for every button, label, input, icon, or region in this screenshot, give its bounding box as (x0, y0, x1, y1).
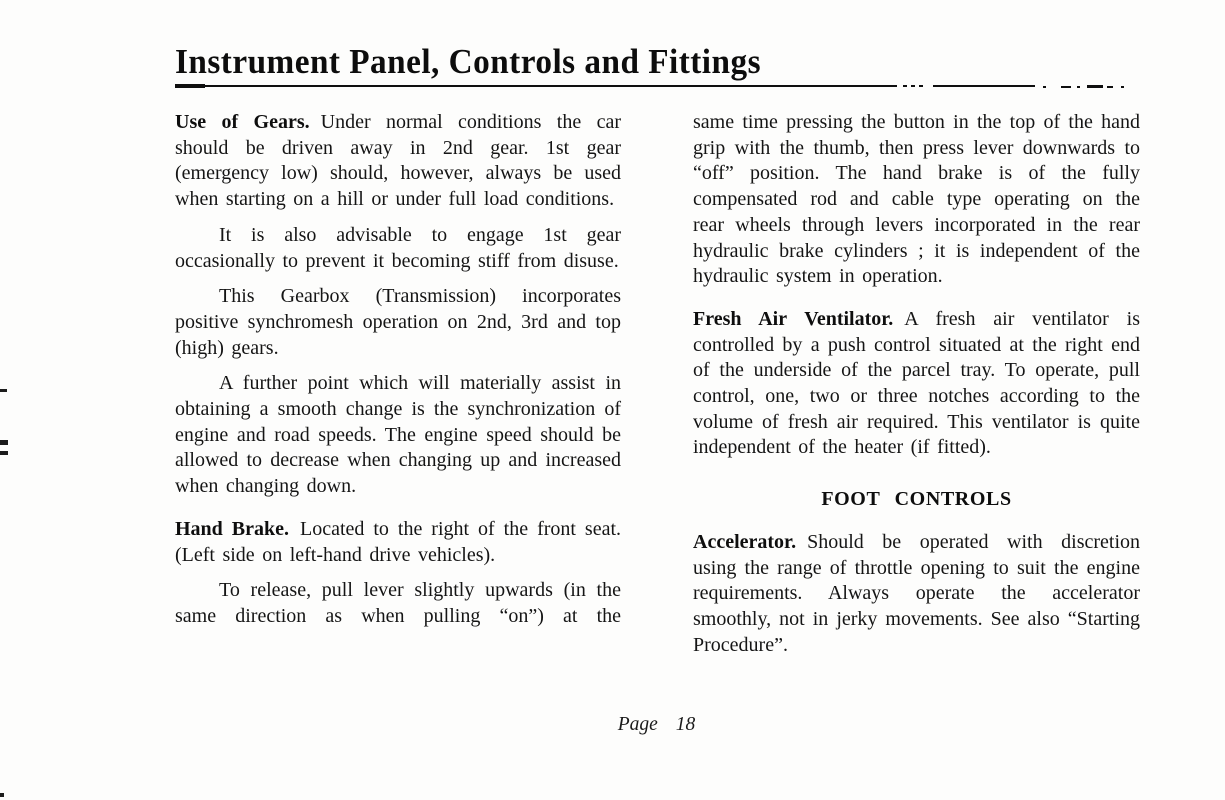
scan-artifact (0, 451, 8, 455)
underline-dash (1087, 85, 1103, 88)
scan-artifact (0, 389, 7, 392)
paragraph-text: Located to the right of the front seat. (Left side on left-hand drive vehicles). (175, 517, 621, 566)
paragraph-text: Should be operated with discretion using the range of throttle opening to suit the engine requirements. Always operate the accelerator smoothly, not in jerky movements. See also “Starting Procedure”. (693, 530, 1140, 656)
underline-dot (1107, 86, 1113, 88)
section-lead-hand-brake: Hand Brake. (175, 517, 289, 540)
underline-dot (1077, 86, 1080, 88)
page-title: Instrument Panel, Controls and Fittings (175, 42, 761, 81)
underline-segment (175, 85, 897, 87)
paragraph-smooth-change (175, 371, 621, 500)
section-lead-use-of-gears: Use of Gears. (175, 111, 310, 133)
paragraph-accelerator (693, 530, 1140, 659)
paragraph-use-of-gears (175, 110, 621, 213)
foot-controls-heading: FOOT CONTROLS (821, 488, 1012, 511)
paragraph-first-gear-advice (175, 223, 621, 274)
underline-dot (919, 85, 923, 87)
underline-dash (1061, 86, 1071, 88)
paragraph-gearbox-synchromesh (175, 284, 621, 361)
paragraph-text: same time pressing the button in the top of the hand grip with the thumb, then press lever downwards to “off” position. The hand brake is of the fully compensated rod and cable type operating on the rear wheels through levers incorporated in the rear hydraulic brake cylinders ; it is independent of the hydraulic system in operation. (693, 111, 1140, 288)
page-number: Page 18 (617, 714, 696, 735)
paragraph-text: This Gearbox (Transmission) incorporates positive synchromesh operation on 2nd, 3rd and top (high) gears. (175, 285, 621, 359)
paragraph-text: Under normal conditions the car should be driven away in 2nd gear. 1st gear (emergency low) should, however, always be used when starting on a hill or under full load conditions. (175, 111, 622, 211)
underline-dot (903, 85, 907, 87)
right-column (693, 110, 1140, 668)
paragraph-hand-brake-release (175, 578, 621, 629)
underline-dot (1043, 86, 1046, 88)
paragraph-fresh-air-ventilator (693, 307, 1140, 461)
section-lead-fresh-air-ventilator: Fresh Air Ventilator. (693, 307, 894, 330)
left-column (175, 110, 621, 640)
scan-artifact (0, 440, 8, 445)
paragraph-text: A fresh air ventilator is controlled by a push control situated at the right end of the underside of the parcel tray. To operate, pull control, one, two or three notches according to the volume of fresh air required. This ventilator is quite independent of the heater (if fitted). (693, 307, 1140, 459)
title-underline (175, 84, 1127, 89)
paragraph-hand-brake-continued (693, 110, 1140, 290)
paragraph-text: A further point which will materially assist in obtaining a smooth change is the synchronization of engine and road speeds. The engine speed should be allowed to decrease when changing up and increased when changing down. (175, 372, 621, 498)
paragraph-text: It is also advisable to engage 1st gear occasionally to prevent it becoming stiff from disuse. (175, 223, 621, 272)
paragraph-text: To release, pull lever slightly upwards (in the same direction as when pulling “on”) at the (175, 579, 621, 627)
underline-dot (911, 85, 915, 87)
scan-artifact (0, 793, 4, 797)
underline-segment (933, 85, 1035, 87)
section-lead-accelerator: Accelerator. (693, 530, 797, 553)
paragraph-hand-brake (175, 517, 621, 568)
underline-dot (1121, 86, 1124, 88)
